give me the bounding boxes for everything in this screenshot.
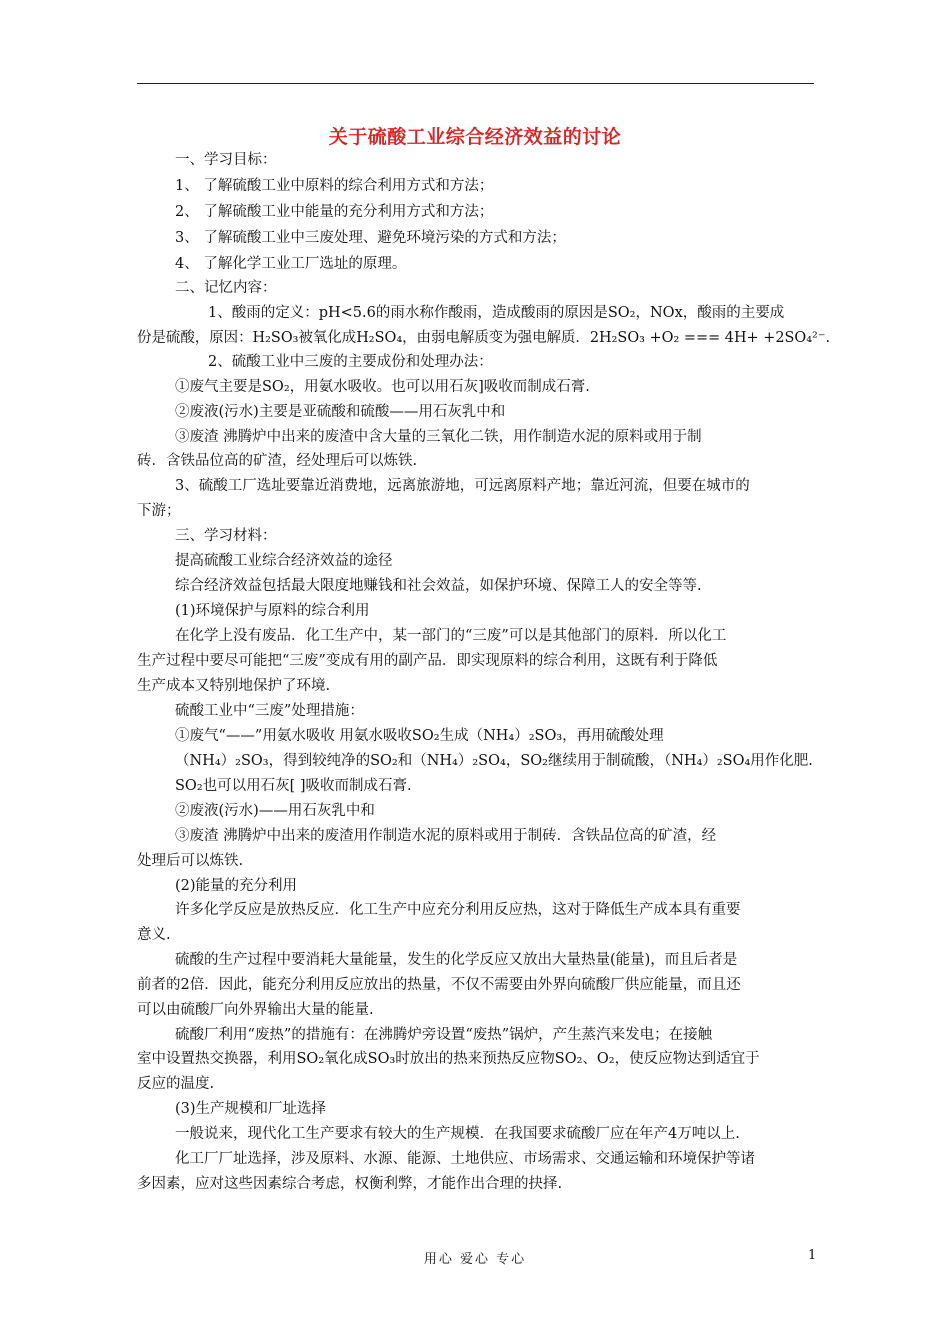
section-heading: 二、记忆内容：: [175, 280, 277, 296]
paragraph-line: 室中设置热交换器，利用SO₂氧化成SO₃时放出的热来预热反应物SO₂、O₂，使反应物达到适宜于: [137, 1051, 760, 1067]
subsection-heading: (1)环境保护与原料的综合利用: [175, 603, 370, 619]
paragraph-line: 在化学上没有废品．化工生产中，某一部门的“三废”可以是其他部门的原料．所以化工: [175, 628, 727, 644]
paragraph-line: 砖．含铁品位高的矿渣，经处理后可以炼铁.: [137, 453, 418, 469]
paragraph-line: 多因素，应对这些因素综合考虑，权衡利弊，才能作出合理的抉择.: [137, 1176, 563, 1192]
goal-item: 1、 了解硫酸工业中原料的综合利用方式和方法；: [175, 178, 494, 194]
paragraph-line: 提高硫酸工业综合经济效益的途径: [175, 553, 393, 569]
paragraph-line: 硫酸厂利用“废热”的措施有：在沸腾炉旁设置“废热”锅炉，产生蒸汽来发电；在接触: [175, 1027, 713, 1043]
subsection-heading: (2)能量的充分利用: [175, 878, 298, 894]
paragraph-line: 反应的温度.: [137, 1076, 215, 1092]
goal-item: 3、 了解硫酸工业中三废处理、避免环境污染的方式和方法；: [175, 230, 566, 246]
paragraph-line: 前者的2倍．因此，能充分利用反应放出的热量，不仅不需要由外界向硫酸厂供应能量，而且还: [137, 977, 741, 993]
paragraph-line: 1、酸雨的定义：pH<5.6的雨水称作酸雨，造成酸雨的原因是SO₂，NOx，酸雨的主要成: [208, 305, 785, 321]
goal-item: 2、 了解硫酸工业中能量的充分利用方式和方法；: [175, 204, 494, 220]
paragraph-line: （NH₄）₂SO₃，得到较纯净的SO₂和（NH₄）₂SO₄，SO₂继续用于制硫酸，（NH₄）₂SO₄用作化肥.: [175, 753, 813, 769]
document-title: 关于硫酸工业综合经济效益的讨论: [328, 126, 622, 148]
paragraph-line: 下游；: [137, 503, 181, 519]
paragraph-line: ①废气主要是SO₂，用氨水吸收。也可以用石灰]吸收而制成石膏.: [175, 379, 590, 395]
paragraph-line: 综合经济效益包括最大限度地赚钱和社会效益，如保护环境、保障工人的安全等等.: [175, 578, 702, 594]
paragraph-line: 许多化学反应是放热反应．化工生产中应充分利用反应热，这对于降低生产成本具有重要: [175, 902, 741, 918]
paragraph-line: 化工厂厂址选择，涉及原料、水源、能源、土地供应、市场需求、交通运输和环境保护等诸: [175, 1151, 755, 1167]
paragraph-line: 生产过程中要尽可能把“三废”变成有用的副产品．即实现原料的综合利用，这既有利于降低: [137, 653, 718, 669]
paragraph-line: 一般说来，现代化工生产要求有较大的生产规模．在我国要求硫酸厂应在年产4万吨以上.: [175, 1126, 740, 1142]
paragraph-line: 3、硫酸工厂选址要靠近消费地，远离旅游地，可远离原料产地；靠近河流，但要在城市的: [175, 478, 750, 494]
paragraph-line: ①废气“——”用氨水吸收 用氨水吸收SO₂生成（NH₄）₂SO₃，再用硫酸处理: [175, 728, 664, 744]
paragraph-line: ②废液(污水)——用石灰乳中和: [175, 803, 375, 819]
section-heading: 三、学习材料：: [175, 528, 277, 544]
paragraph-line: 2、硫酸工业中三废的主要成份和处理办法：: [208, 354, 493, 370]
paragraph-line: 生产成本又特别地保护了环境.: [137, 678, 331, 694]
page-number: 1: [808, 1248, 817, 1263]
paragraph-line: SO₂也可以用石灰[ ]吸收而制成石膏.: [175, 778, 412, 794]
paragraph-line: 可以由硫酸厂向外界输出大量的能量.: [137, 1002, 374, 1018]
page-footer: 用心 爱心 专心: [423, 1252, 527, 1267]
paragraph-line: ②废液(污水)主要是亚硫酸和硫酸——用石灰乳中和: [175, 404, 506, 420]
section-heading: 一、学习目标：: [175, 152, 277, 168]
paragraph-line: ③废渣 沸腾炉中出来的废渣中含大量的三氧化二铁，用作制造水泥的原料或用于制: [175, 429, 702, 445]
paragraph-line: 硫酸工业中“三废”处理措施：: [175, 703, 364, 719]
paragraph-line: 意义.: [137, 927, 171, 943]
subsection-heading: (3)生产规模和厂址选择: [175, 1101, 327, 1117]
goal-item: 4、 了解化学工业工厂选址的原理。: [175, 256, 407, 272]
header-rule: [137, 83, 814, 84]
paragraph-line: 硫酸的生产过程中要消耗大量能量，发生的化学反应又放出大量热量(能量)，而且后者是: [175, 952, 738, 968]
paragraph-line: 处理后可以炼铁.: [137, 853, 244, 869]
paragraph-line: 份是硫酸，原因：H₂SO₃被氧化成H₂SO₄，由弱电解质变为强电解质．2H₂SO₃ +O₂ === 4H+ +2SO₄²⁻.: [137, 330, 831, 346]
paragraph-line: ③废渣 沸腾炉中出来的废渣用作制造水泥的原料或用于制砖．含铁品位高的矿渣，经: [175, 828, 717, 844]
